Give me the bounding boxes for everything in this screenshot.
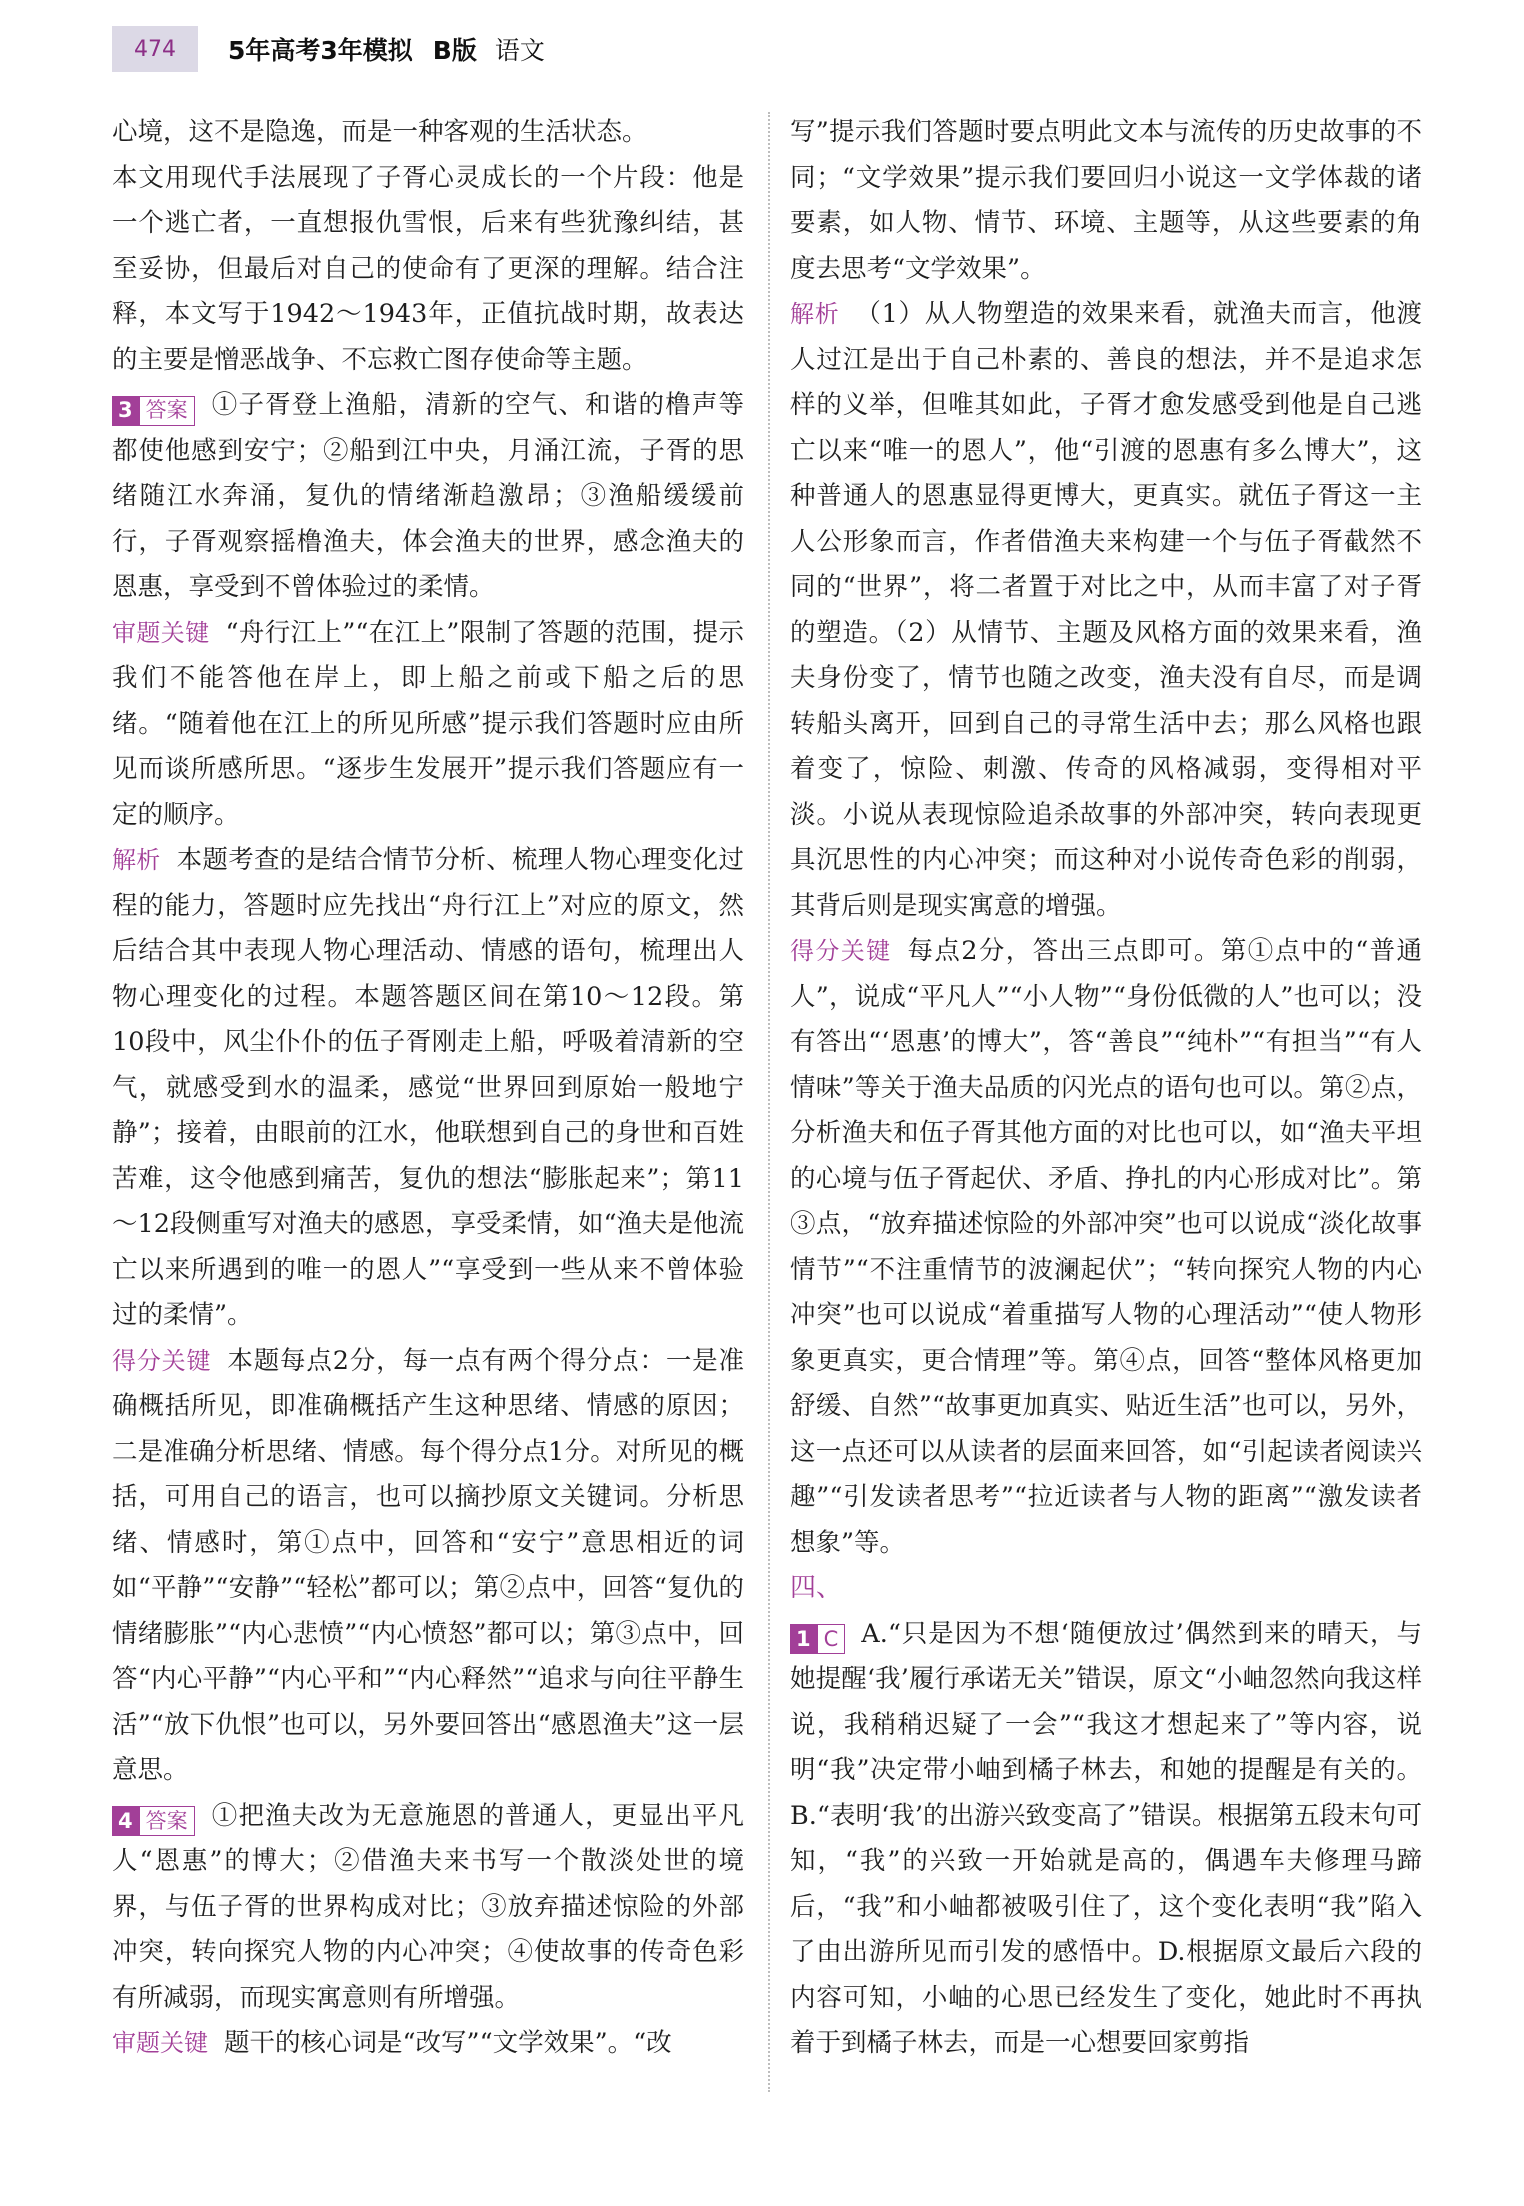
q3-answer-block (112, 383, 744, 611)
right-column (790, 110, 1422, 2067)
q4-analysis-block (790, 292, 1422, 929)
edition-label: B版 (432, 36, 477, 65)
question-number: 3 (112, 396, 139, 426)
page-number: 474 (112, 26, 198, 72)
analysis-text: （1）从人物塑造的效果来看，就渔夫而言，他渡人过江是出于自己朴素的、善良的想法，并不是追求怎样的义举，但唯其如此，子胥才愈发感受到他是自己逃亡以来“唯一的恩人”，他“引渡的恩惠有多么博大”，这种普通人的恩惠显得更博大，更真实。就伍子胥这一主人公形象而言，作者借渔夫来构建一个与伍子胥截然不同的“世界”，将二者置于对比之中，从而丰富了对子胥的塑造。（2）从情节、主题及风格方面的效果来看，渔夫身份变了，情节也随之改变，渔夫没有自尽，而是调转船头离开，回到自己的寻常生活中去；那么风格也跟着变了，惊险、刺激、传奇的风格减弱，变得相对平淡。小说从表现惊险追杀故事的外部冲突，转向表现更具沉思性的内心冲突；而这种对小说传奇色彩的削弱，其背后则是现实寓意的增强。 (790, 299, 1422, 921)
answer-tag (790, 1624, 845, 1654)
key-text: 题干的核心词是“改写”“文学效果”。“改 (224, 2028, 672, 2058)
section-heading: 四、 (790, 1573, 843, 1603)
score-text: 本题每点2分，每一点有两个得分点：一是准确概括所见，即准确概括产生这种思绪、情感的原因；二是准确分析思绪、情感。每个得分点1分。对所见的概括，可用自己的语言，也可以摘抄原文关键词。分析思绪、情感时，第①点中，回答和“安宁”意思相近的词如“平静”“安静”“轻松”都可以；第②点中，回答“复仇的情绪膨胀”“内心悲愤”“内心愤怒”都可以；第③点中，回答“内心平静”“内心平和”“内心释然”“追求与向往平静生活”“放下仇恨”也可以，另外要回答出“感恩渔夫”这一层意思。 (112, 1345, 744, 1785)
question-number: 4 (112, 1806, 139, 1836)
answer-text: ①子胥登上渔船，清新的空气、和谐的橹声等都使他感到安宁；②船到江中央，月涌江流，子胥的思绪随江水奔涌，复仇的情绪渐趋激昂；③渔船缓缓前行，子胥观察摇橹渔夫，体会渔夫的世界，感念渔夫的恩惠，享受到不曾体验过的柔情。 (112, 390, 744, 602)
q3-analysis-block (112, 838, 744, 1339)
key-label: 审题关键 (112, 618, 210, 647)
paragraph: 心境，这不是隐逸，而是一种客观的生活状态。 (112, 117, 648, 147)
analysis-text: 本题考查的是结合情节分析、梳理人物心理变化过程的能力，答题时应先找出“舟行江上”对应的原文，然后结合其中表现人物心理活动、情感的语句，梳理出人物心理变化的过程。本题答题区间在第10～12段。第10段中，风尘仆仆的伍子胥刚走上船，呼吸着清新的空气，就感受到水的温柔，感觉“世界回到原始一般地宁静”；接着，由眼前的江水，他联想到自己的身世和百姓苦难，这令他感到痛苦，复仇的想法“膨胀起来”；第11～12段侧重写对渔夫的感恩，享受柔情，如“渔夫是他流亡以来所遇到的唯一的恩人”“享受到一些从来不曾体验过的柔情”。 (112, 845, 744, 1330)
q4-key-block (112, 2021, 744, 2067)
answer-label: 答案 (139, 396, 195, 426)
paragraph: 本文用现代手法展现了子胥心灵成长的一个片段：他是一个逃亡者，一直想报仇雪恨，后来有些犹豫纠结，甚至妥协，但最后对自己的使命有了更深的理解。结合注释，本文写于1942～1943年，正值抗战时期，故表达的主要是憎恶战争、不忘救亡图存使命等主题。 (112, 162, 744, 375)
q3-key-block (112, 611, 744, 839)
key-label: 审题关键 (112, 2029, 208, 2057)
key-text: “舟行江上”“在江上”限制了答题的范围，提示我们不能答他在岸上，即上船之前或下船之后的思绪。“随着他在江上的所见所感”提示我们答题时应由所见而谈所感所思。“逐步生发展开”提示我们答题应有一定的顺序。 (112, 617, 745, 830)
q3-score-block (112, 1339, 744, 1794)
column-divider (768, 112, 770, 2092)
left-column (112, 110, 744, 2067)
score-label: 得分关键 (112, 1346, 212, 1375)
analysis-label: 解析 (790, 300, 840, 328)
answer-text: A.“只是因为不想‘随便放过’偶然到来的晴天，与她提醒‘我’履行承诺无关”错误，原文“小岫忽然向我这样说，我稍稍迟疑了一会”“我这才想起来了”等内容，说明“我”决定带小岫到橘子林去，和她的提醒是有关的。B.“表明‘我’的出游兴致变高了”错误。根据第五段末句可知，“我”的兴致一开始就是高的，偶遇车夫修理马蹄后，“我”和小岫都被吸引住了，这个变化表明“我”陷入了由出游所见而引发的感悟中。D.根据原文最后六段的内容可知，小岫的心思已经发生了变化，她此时不再执着于到橘子林去，而是一心想要回家剪指 (790, 1618, 1422, 2058)
page-header (112, 26, 545, 72)
book-title: 5年高考3年模拟 (228, 36, 413, 65)
answer-tag (112, 396, 195, 426)
answer-label: 答案 (139, 1806, 195, 1836)
answer-tag (112, 1806, 195, 1836)
analysis-label: 解析 (112, 846, 161, 874)
answer-text: ①把渔夫改为无意施恩的普通人，更显出平凡人“恩惠”的博大；②借渔夫来书写一个散淡处世的境界，与伍子胥的世界构成对比；③放弃描述惊险的外部冲突，转向探究人物的内心冲突；④使故事的传奇色彩有所减弱，而现实寓意则有所增强。 (112, 1800, 744, 2013)
subject-label: 语文 (494, 36, 545, 65)
score-text: 每点2分，答出三点即可。第①点中的“普通人”，说成“平凡人”“小人物”“身份低微的人”也可以；没有答出“‘恩惠’的博大”，答“善良”“纯朴”“有担当”“有人情味”等关于渔夫品质的闪光点的语句也可以。第②点，分析渔夫和伍子胥其他方面的对比也可以，如“渔夫平坦的心境与伍子胥起伏、矛盾、挣扎的内心形成对比”。第③点，“放弃描述惊险的外部冲突”也可以说成“淡化故事情节”“不注重情节的波澜起伏”；“转向探究人物的内心冲突”也可以说成“着重描写人物的心理活动”“使人物形象更真实，更合情理”等。第④点，回答“整体风格更加舒缓、自然”“故事更加真实、贴近生活”也可以，另外，这一点还可以从读者的层面来回答，如“引起读者阅读兴趣”“引发读者思考”“拉近读者与人物的距离”“激发读者想象”等。 (790, 936, 1423, 1558)
answer-choice: C (817, 1624, 846, 1654)
score-label: 得分关键 (790, 937, 892, 965)
question-number: 1 (790, 1624, 817, 1654)
paragraph: 写”提示我们答题时要点明此文本与流传的历史故事的不同；“文学效果”提示我们要回归小说这一文学体裁的诸要素，如人物、情节、环境、主题等，从这些要素的角度去思考“文学效果”。 (790, 117, 1422, 284)
q4-answer-block (112, 1794, 744, 2022)
s4q1-answer-block (790, 1612, 1422, 2067)
q4-score-block (790, 929, 1422, 1566)
